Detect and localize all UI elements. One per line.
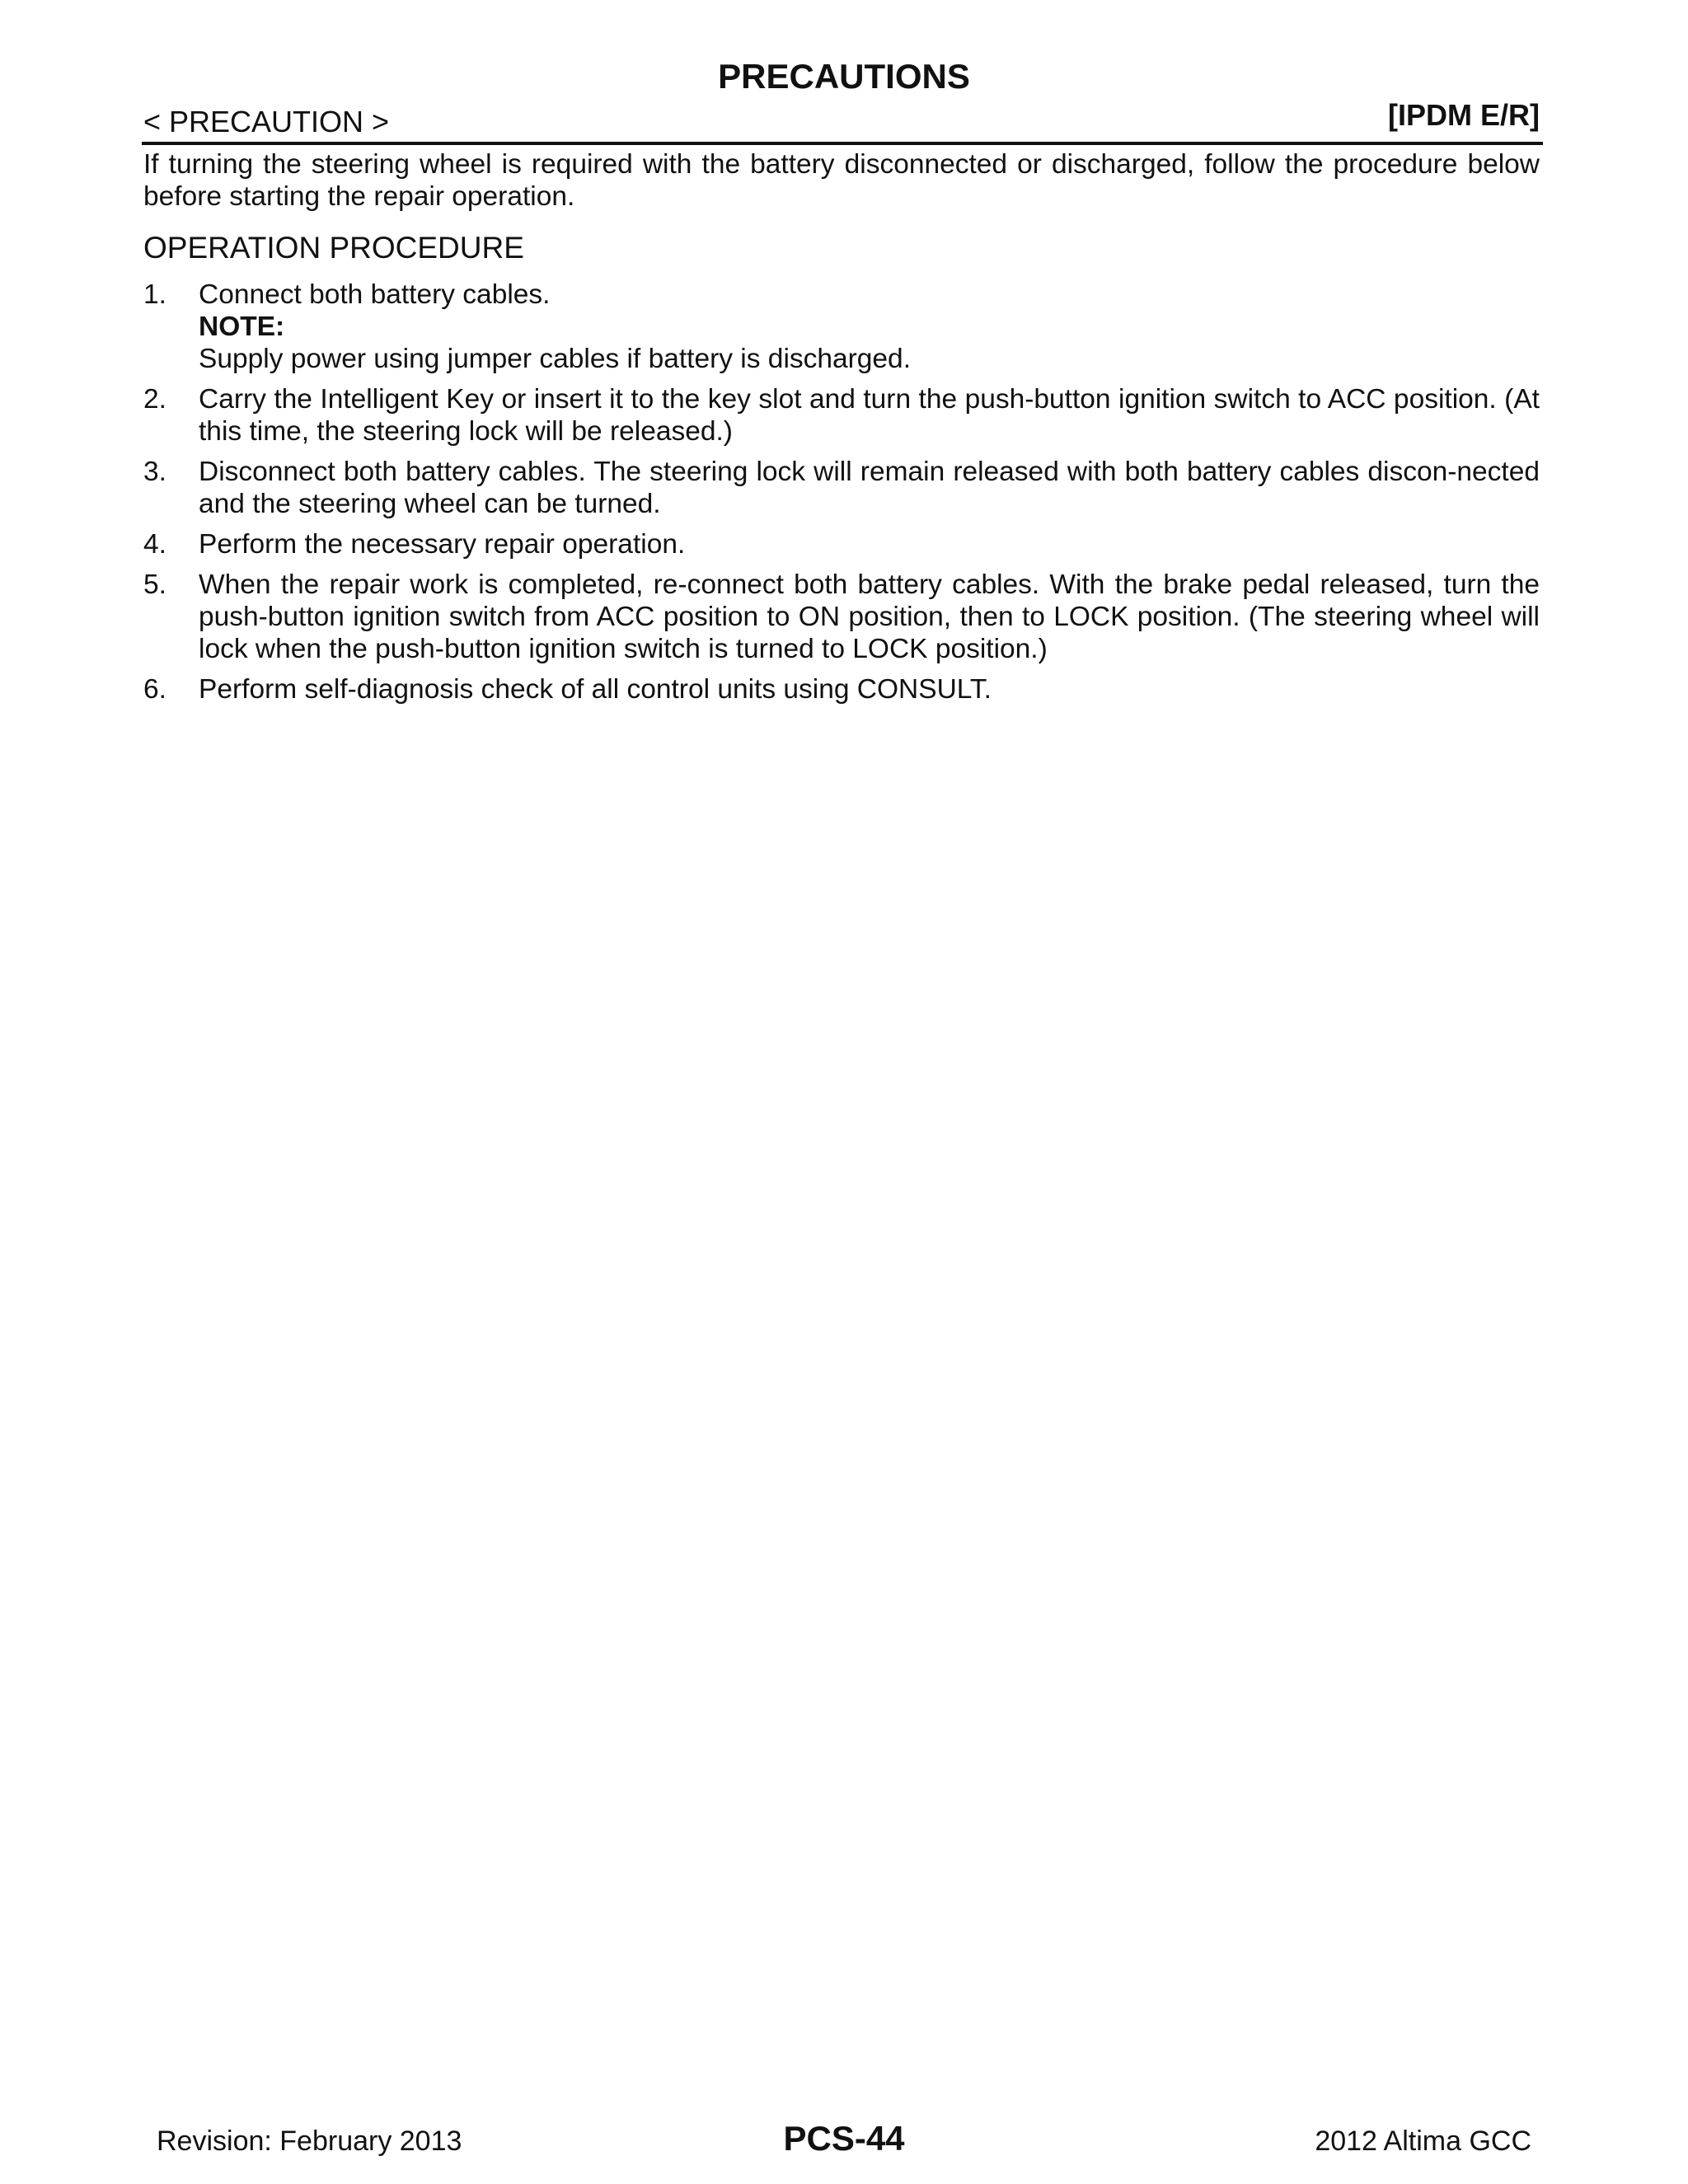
step-text: Perform self-diagnosis check of all control units using CONSULT. xyxy=(199,674,992,705)
footer-page-code: PCS-44 xyxy=(783,2119,905,2158)
step-text: Carry the Intelligent Key or insert it to the key slot and turn the push-button ignition switch to ACC position. (At this time, the steering lock will be released.) xyxy=(199,384,1540,447)
procedure-step-2 xyxy=(143,383,1540,448)
step-number: 6. xyxy=(143,674,166,705)
step-text: Disconnect both battery cables. The steering lock will remain released with both battery cables discon-nected and the steering wheel can be turned. xyxy=(199,457,1540,519)
step-number: 5. xyxy=(143,569,166,600)
intro-paragraph: If turning the steering wheel is required with the battery disconnected or discharged, follow the procedure below before starting the repair operation. xyxy=(143,149,1540,212)
footer-model: 2012 Altima GCC xyxy=(1315,2125,1531,2157)
header-divider xyxy=(142,142,1543,145)
procedure-step-6 xyxy=(143,673,1540,705)
step-number: 4. xyxy=(143,529,166,560)
procedure-heading: OPERATION PROCEDURE xyxy=(143,231,524,265)
section-label: < PRECAUTION > xyxy=(143,105,390,138)
procedure-step-5 xyxy=(143,569,1540,665)
procedure-step-4 xyxy=(143,528,1540,560)
procedure-step-1 xyxy=(143,279,1540,375)
step-text: When the repair work is completed, re-connect both battery cables. With the brake pedal released, turn the push-button ignition switch from ACC position to ON position, then to LOCK position. (The steering wheel will lock when the push-button ignition switch is turned to LOCK position.) xyxy=(199,569,1540,664)
note-label: NOTE: xyxy=(199,312,285,342)
document-body xyxy=(143,148,1540,714)
step-number: 2. xyxy=(143,384,166,415)
procedure-steps xyxy=(143,279,1540,705)
procedure-step-3 xyxy=(143,456,1540,520)
component-label: [IPDM E/R] xyxy=(1388,98,1540,132)
step-text: Connect both battery cables. xyxy=(199,279,551,310)
footer-revision: Revision: February 2013 xyxy=(157,2125,462,2157)
step-text: Perform the necessary repair operation. xyxy=(199,529,686,560)
step-number: 1. xyxy=(143,279,166,310)
step-number: 3. xyxy=(143,457,166,487)
page-title: PRECAUTIONS xyxy=(718,57,970,96)
note-text: Supply power using jumper cables if battery is discharged. xyxy=(199,344,911,374)
